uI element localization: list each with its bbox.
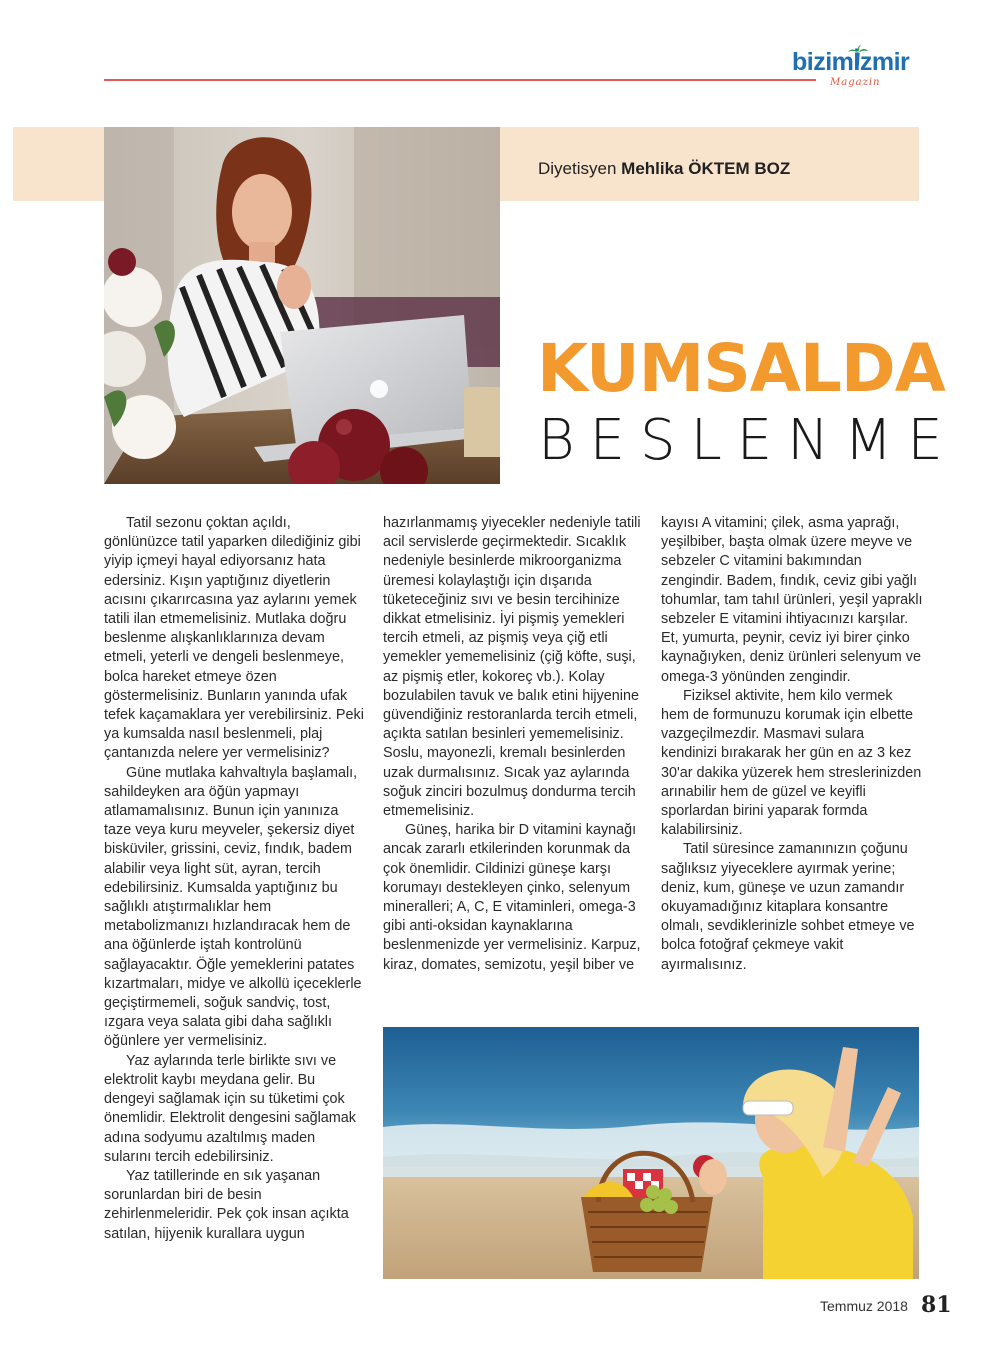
paragraph: kayısı A vitamini; çilek, asma yaprağı, yeşilbiber, başta olmak üzere meyve ve sebzeler C vitamini bakımından zengindir. Badem, fındık, ceviz gibi yağlı tohumlar, tam tahıl ürünleri, yeşil yapraklı sebzeler E vitamini ihtiyacınızı karşılar. Et, yumurta, peynir, ceviz iyi birer çinko kaynağıyken, deniz ürünleri selenyum ve omega-3 yönünden zengindir. xyxy=(661,515,923,685)
page-number: 81 xyxy=(921,1292,952,1318)
paragraph: Tatil süresince zamanınızın çoğunu sağlıksız yiyeceklere ayırmak yerine; deniz, kum, güneşe ve uzun zamandır okuyamadığınız kitaplara konsantre olmalı, sevdiklerinizle sohbet etmeye ve bolca fotoğraf çekmeye vakit ayırmalısınız. xyxy=(661,841,915,973)
article-column-2 xyxy=(383,514,645,975)
article-column-1 xyxy=(104,514,366,1244)
author-portrait-photo xyxy=(104,127,500,484)
paragraph: Yaz aylarında terle birlikte sıvı ve elektrolit kaybı meydana gelir. Bu dengeyi sağlamak için su tüketimi çok önemlidir. Elektrolit dengesini sağlamak adına sodyumu azaltılmış maden sularını tercih edebilirsiniz. xyxy=(104,1052,356,1165)
header-rule xyxy=(104,79,816,81)
issue-date: Temmuz 2018 xyxy=(820,1298,908,1314)
logo-text: bizimİzmir xyxy=(792,48,910,76)
article-column-3 xyxy=(661,514,923,975)
magazine-logo[interactable] xyxy=(792,44,922,94)
paragraph: hazırlanmamış yiyecekler nedeniyle tatili acil servislerde geçirmektedir. Sıcaklık nedeniyle besinlerde mikroorganizma üremesi kolaylaştığı için dışarıda tüketeceğiniz sıvı ve besin tercihinize dikkat etmelisiniz. İyi pişmiş yemekleri tercih etmeli, az pişmiş veya çiğ etli yemekler yememelisiniz (çiğ köfte, suşi, az pişmiş etler, kokoreç vb.). Kolay bozulabilen tavuk ve balık etini hijyenine güvendiğiniz restoranlarda tercih etmeli, açıkta satılan besinleri yememelisiniz. Soslu, mayonezli, kremalı besinlerden uzak durmalısınız. Sıcak yaz aylarında soğuk zinciri bozulmuş dondurma tercih etmemelisiniz. xyxy=(383,515,641,820)
logo-subtitle: Magazin xyxy=(830,77,881,88)
paragraph: Tatil sezonu çoktan açıldı, gönlünüzce tatil yaparken dilediğiniz gibi yiyip içmeyi hayal ediyorsanız hata edersiniz. Kışın yaptığınız diyetlerin acısını çıkarırcasına yaz aylarını yemek tatili ilan etmemelisiniz. Mutlaka doğru beslenme alışkanlıklarınıza devam etmeli, yeterli ve dengeli beslenmeye, bolca hareket etmeye özen göstermelisiniz. Bunların yanında ufak tefek kaçamaklara yer verebilirsiniz. Peki ya kumsalda nasıl beslenmeli, plaj çantanızda nelere yer vermelisiniz? xyxy=(104,515,364,762)
article-title-line2: BESLENME xyxy=(538,408,958,473)
paragraph: Güneş, harika bir D vitamini kaynağı ancak zararlı etkilerinden korunmak da çok önemlidir. Cildinizi güneşe karşı korumayı destekleyen çinko, selenyum mineralleri; A, C, E vitaminleri, omega-3 gibi anti-oksidan kaynaklarına beslenmenizde yer vermelisiniz. Karpuz, kiraz, domates, semizotu, yeşil biber ve xyxy=(383,822,641,973)
author-name: Mehlika ÖKTEM BOZ xyxy=(621,159,791,178)
palm-tree-icon xyxy=(847,44,869,66)
beach-picnic-photo xyxy=(383,1027,919,1279)
author-byline xyxy=(538,159,790,179)
article-title-line1: KUMSALDA xyxy=(537,330,945,407)
paragraph: Yaz tatillerinde en sık yaşanan sorunlardan biri de besin zehirlenmeleridir. Pek çok insan açıkta satılan, hijyenik kurallara uygun xyxy=(104,1167,349,1242)
paragraph: Güne mutlaka kahvaltıyla başlamalı, sahildeyken ara öğün yapmayı atlamamalısınız. Bunun için yanınıza taze veya kuru meyveler, şekersiz diyet bisküviler, grissini, ceviz, fındık, badem alabilir veya light süt, ayran, tercih edebilirsiniz. Kumsalda yaptığınız bu sağlıklı atıştırmalıklar hem metabolizmanızı hızlandıracak hem de ana öğünlerde iştah kontrolünü sağlayacaktır. Öğle yemeklerini patates kızartmaları, midye ve alkollü içeceklerle geçiştirmemeli, soğuk sandviç, tost, ızgara veya salata gibi daha sağlıklı öğünlere yer vermelisiniz. xyxy=(104,764,362,1050)
author-role: Diyetisyen xyxy=(538,159,617,178)
paragraph: Fiziksel aktivite, hem kilo vermek hem de formunuzu korumak için elbette vazgeçilmezdir. Masmavi sulara kendinizi bırakarak her gün en az 3 kez 30'ar dakika yüzerek hem streslerinizden arınabilir hem de güzel ve keyifli sporlardan birini yaparak formda kalabilirsiniz. xyxy=(661,687,922,839)
